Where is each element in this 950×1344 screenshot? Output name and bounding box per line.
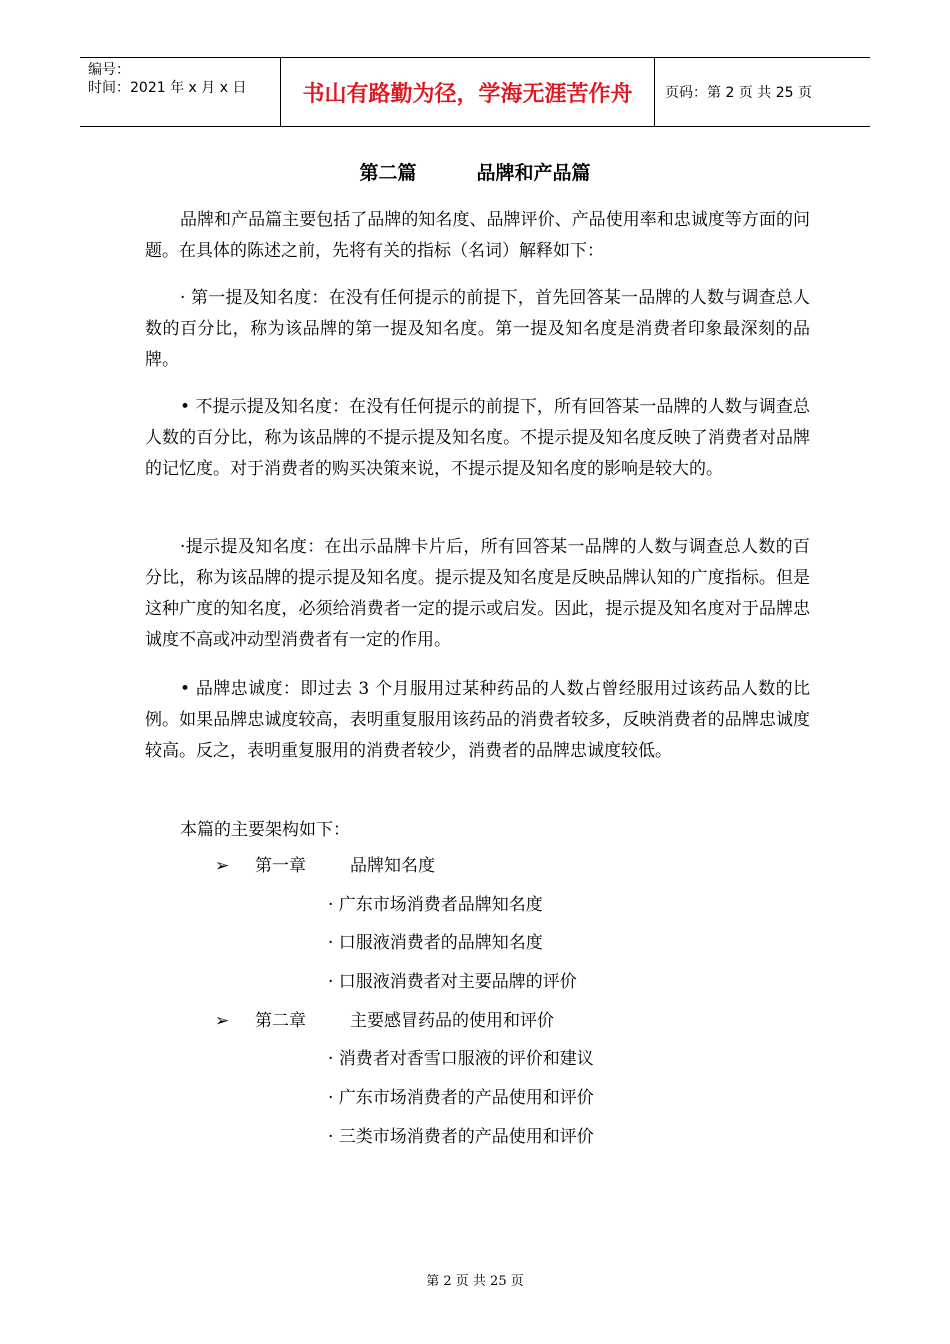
chapter-number: 第一章	[255, 856, 306, 876]
definition-aided-awareness: ·提示提及知名度：在出示品牌卡片后，所有回答某一品牌的人数与调查总人数的百分比，称为该品牌的提示提及知名度。提示提及知名度是反映品牌认知的广度指标。但是这种广度的知名度，必须给消费者一定的提示或启发。因此，提示提及知名度对于品牌忠诚度不高或冲动型消费者有一定的作用。	[145, 537, 810, 650]
toc-chapter-1	[215, 854, 435, 878]
arrow-bullet-icon: ➢	[215, 1011, 230, 1031]
toc-item: · 消费者对香雪口服液的评价和建议	[328, 1049, 594, 1069]
section-name: 品牌和产品篇	[476, 162, 591, 184]
toc-chapter-2	[215, 1009, 554, 1033]
header-meta-cell	[80, 58, 280, 126]
definition-block	[145, 392, 810, 485]
toc-item: · 广东市场消费者的产品使用和评价	[328, 1088, 594, 1108]
definition-block	[145, 532, 810, 656]
time-label: 时间：2021 年 x 月 x 日	[88, 80, 247, 96]
definition-brand-loyalty: • 品牌忠诚度：即过去 3 个月服用过某种药品的人数占曾经服用过该药品人数的比例。如果品牌忠诚度较高，表明重复服用该药品的消费者较多，反映消费者的品牌忠诚度较高。反之，表明重复服用的消费者较少，消费者的品牌忠诚度较低。	[145, 679, 810, 761]
chapter-name: 主要感冒药品的使用和评价	[350, 1011, 554, 1031]
definition-block	[145, 283, 810, 376]
arrow-bullet-icon: ➢	[215, 856, 230, 876]
chapter-name: 品牌知名度	[350, 856, 435, 876]
header-page-label: 页码：第 2 页 共 25 页	[665, 85, 812, 101]
definition-unaided-awareness: • 不提示提及知名度：在没有任何提示的前提下，所有回答某一品牌的人数与调查总人数的百分比，称为该品牌的不提示提及知名度。不提示提及知名度反映了消费者对品牌的记忆度。对于消费者的购买决策来说，不提示提及知名度的影响是较大的。	[145, 397, 810, 479]
chapter-number: 第二章	[255, 1011, 306, 1031]
toc-item: · 三类市场消费者的产品使用和评价	[328, 1127, 594, 1147]
toc-item: · 口服液消费者的品牌知名度	[328, 933, 543, 953]
intro-paragraph-block	[145, 205, 810, 267]
definition-block	[145, 674, 810, 767]
structure-intro-block	[145, 815, 810, 846]
toc-item: · 口服液消费者对主要品牌的评价	[328, 972, 577, 992]
structure-intro: 本篇的主要架构如下：	[180, 820, 350, 840]
toc-item: · 广东市场消费者品牌知名度	[328, 895, 543, 915]
page-header	[80, 57, 870, 127]
number-label: 编号：	[88, 62, 130, 78]
definition-first-mention: · 第一提及知名度：在没有任何提示的前提下，首先回答某一品牌的人数与调查总人数的百分比，称为该品牌的第一提及知名度。第一提及知名度是消费者印象最深刻的品牌。	[145, 288, 810, 370]
page-footer: 第 2 页 共 25 页	[426, 1274, 524, 1289]
section-title	[0, 160, 950, 186]
intro-paragraph: 品牌和产品篇主要包括了品牌的知名度、品牌评价、产品使用率和忠诚度等方面的问题。在具体的陈述之前，先将有关的指标（名词）解释如下：	[145, 210, 810, 261]
header-motto: 书山有路勤为径，学海无涯苦作舟	[280, 58, 655, 126]
section-part: 第二篇	[359, 162, 417, 184]
